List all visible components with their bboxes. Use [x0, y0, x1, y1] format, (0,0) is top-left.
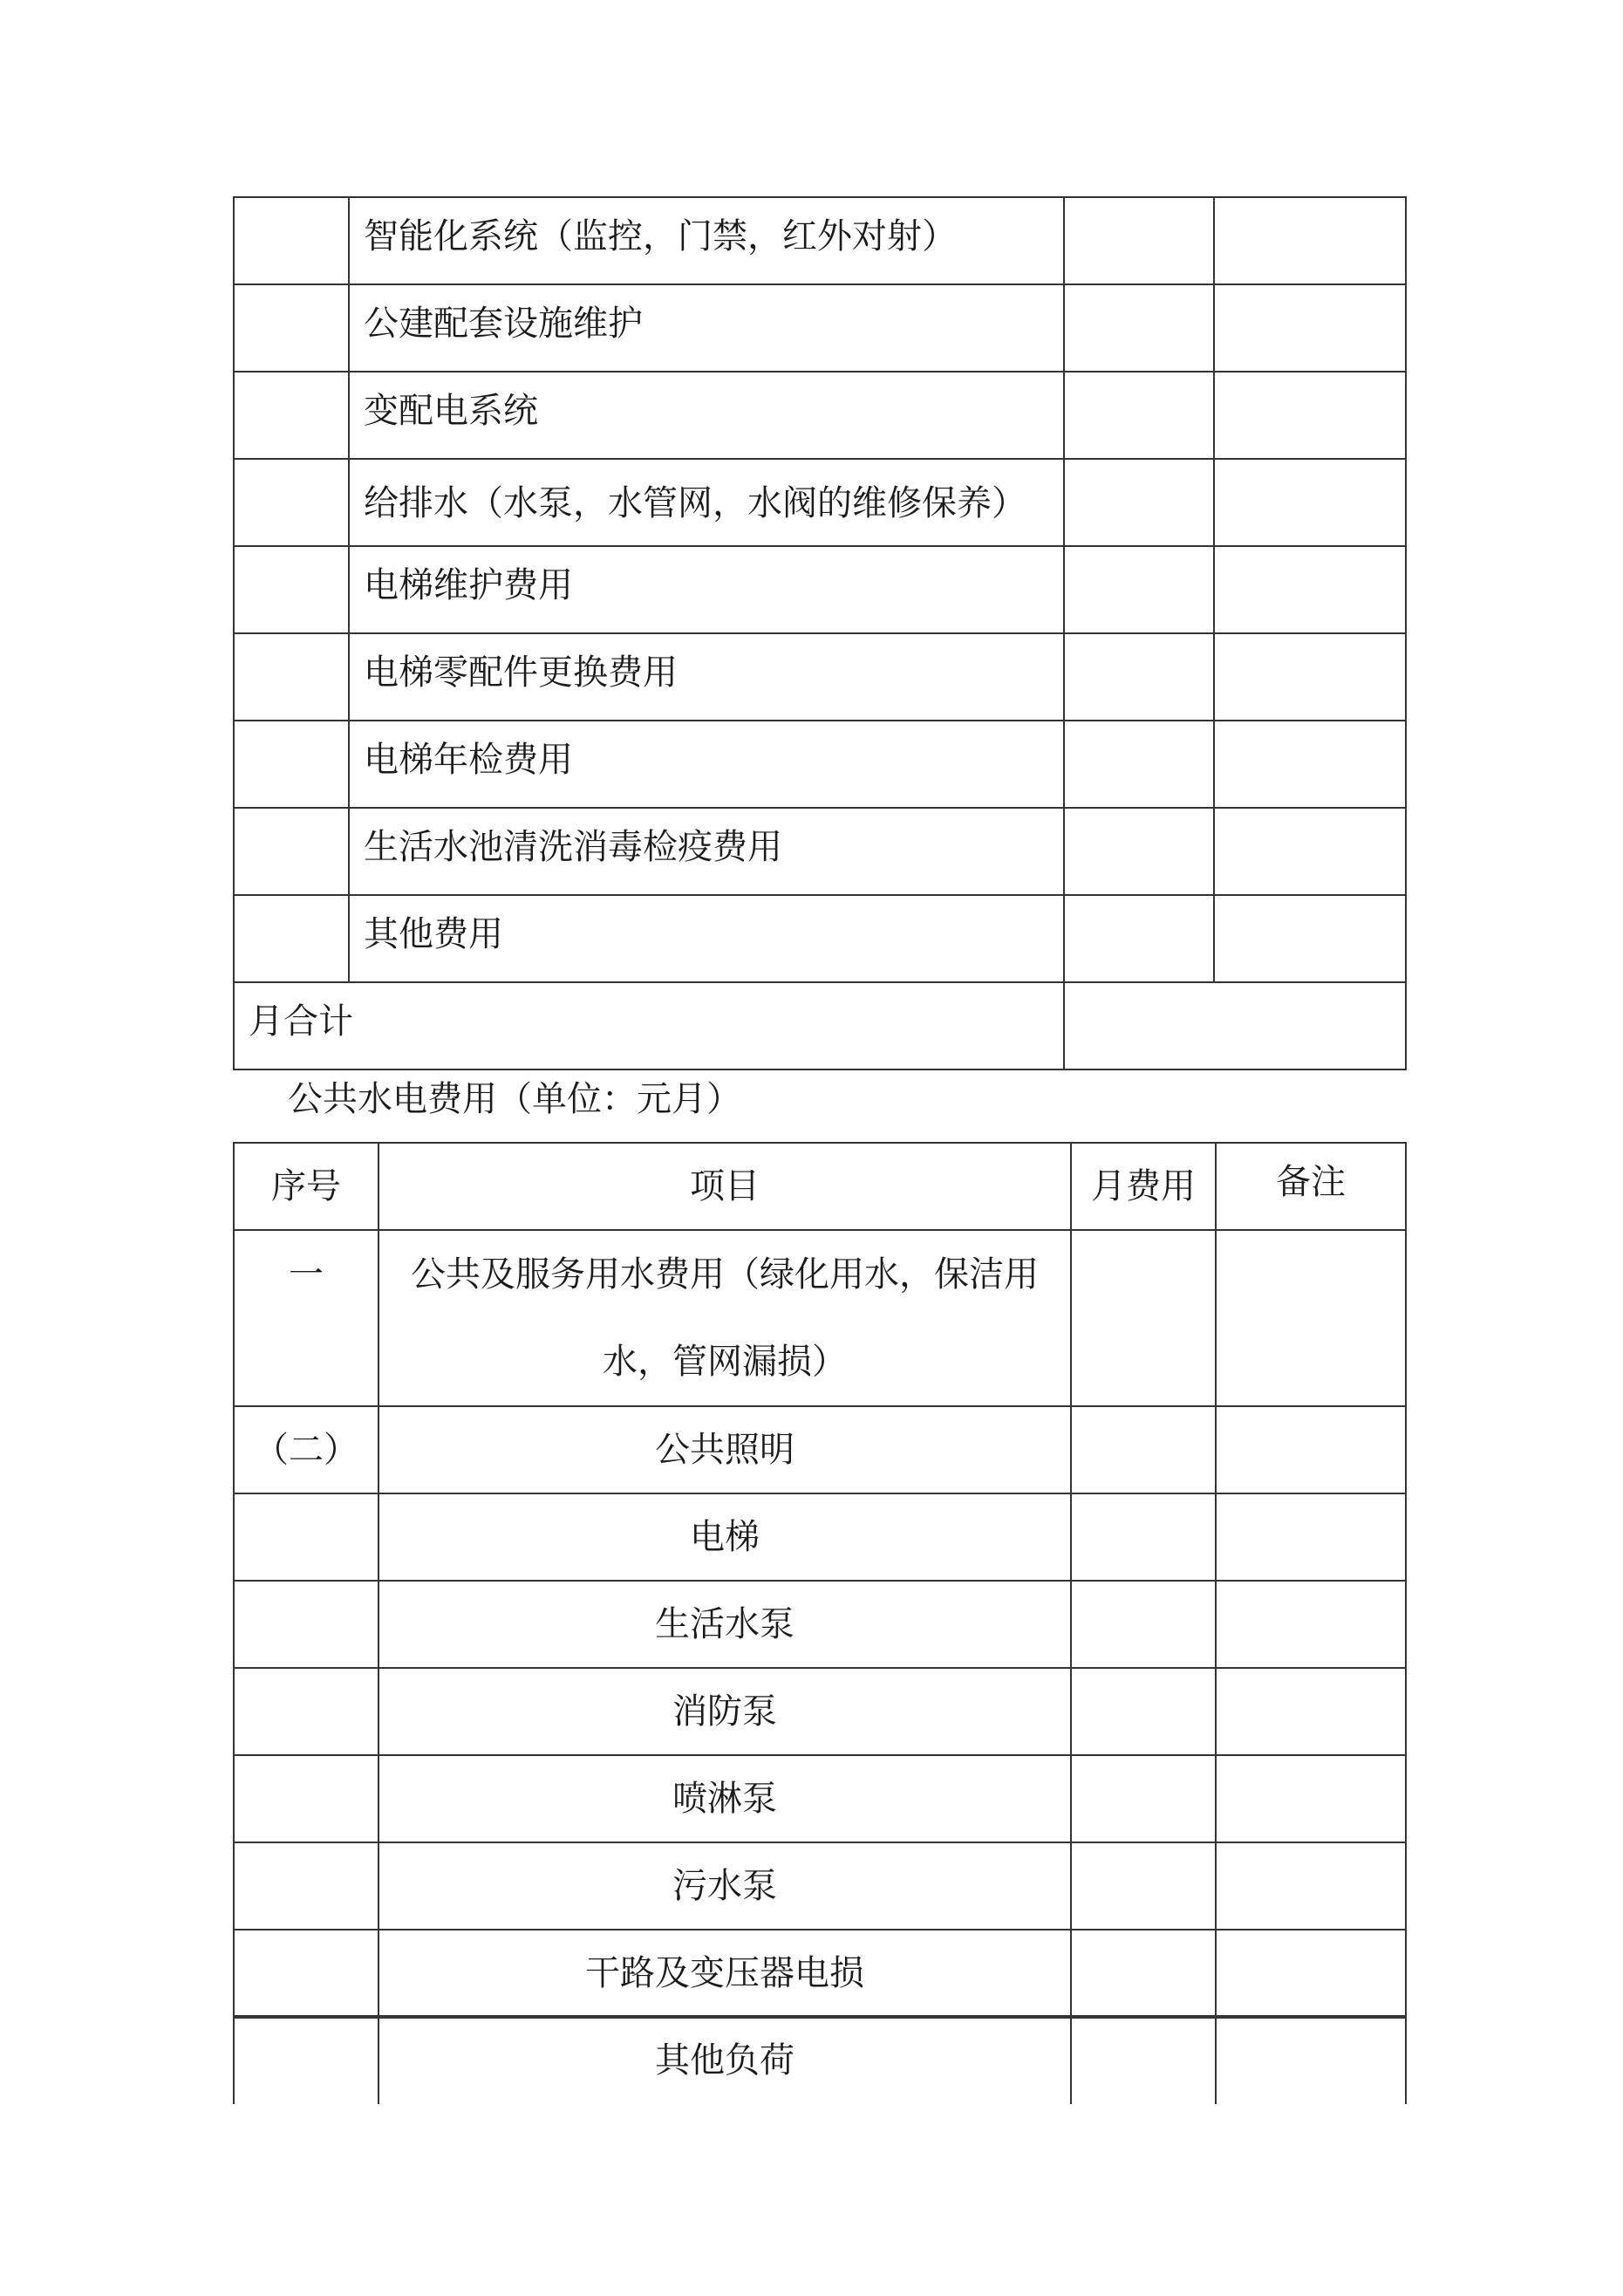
row-note — [1214, 808, 1406, 895]
row-fee — [1064, 721, 1214, 808]
row-item: 电梯维护费用 — [349, 546, 1064, 633]
row-index — [234, 1668, 378, 1755]
row-fee — [1064, 633, 1214, 721]
row-item: 公共及服务用水费用（绿化用水，保洁用水，管网漏损） — [378, 1230, 1071, 1406]
row-item: 消防泵 — [378, 1668, 1071, 1755]
row-fee — [1064, 895, 1214, 982]
row-item: 公共照明 — [378, 1406, 1071, 1493]
table-row — [234, 1930, 1406, 2017]
row-index — [234, 1930, 378, 2017]
table-row — [234, 459, 1406, 546]
section-heading: 公共水电费用（单位：元月） — [288, 1079, 741, 1119]
row-note — [1214, 721, 1406, 808]
row-item: 电梯 — [378, 1493, 1071, 1581]
table-row — [234, 1842, 1406, 1930]
row-fee — [1071, 1930, 1216, 2017]
row-index — [234, 808, 349, 895]
table-row — [234, 808, 1406, 895]
row-index — [234, 197, 349, 284]
row-note — [1216, 1230, 1406, 1406]
row-note — [1216, 1493, 1406, 1581]
row-index — [234, 721, 349, 808]
row-item-text: 给排水（水泵，水管网，水阀的维修保养） — [364, 483, 1026, 523]
row-note — [1216, 1581, 1406, 1668]
row-index — [234, 1493, 378, 1581]
table-row — [234, 546, 1406, 633]
header-item: 项目 — [378, 1143, 1071, 1230]
row-note — [1216, 1930, 1406, 2017]
table-row — [234, 284, 1406, 372]
row-note — [1216, 1755, 1406, 1842]
row-note — [1216, 1842, 1406, 1930]
row-fee — [1071, 1230, 1216, 1406]
row-note — [1214, 372, 1406, 459]
table-row — [234, 1493, 1406, 1581]
row-item: 电梯年检费用 — [349, 721, 1064, 808]
row-fee — [1071, 1493, 1216, 1581]
row-fee — [1071, 1842, 1216, 1930]
table-row — [234, 1230, 1406, 1406]
table-row — [234, 721, 1406, 808]
row-note — [1214, 459, 1406, 546]
row-fee — [1064, 546, 1214, 633]
header-note: 备注 — [1216, 1143, 1406, 1230]
row-fee — [1064, 808, 1214, 895]
row-note — [1214, 633, 1406, 721]
row-index — [234, 284, 349, 372]
row-index — [234, 895, 349, 982]
row-item: 其他负荷 — [378, 2017, 1071, 2104]
total-row — [234, 982, 1406, 1069]
row-fee — [1064, 197, 1214, 284]
row-index — [234, 1842, 378, 1930]
row-fee — [1071, 1755, 1216, 1842]
row-index — [234, 459, 349, 546]
row-item: 其他费用 — [349, 895, 1064, 982]
row-fee — [1071, 1406, 1216, 1493]
row-note — [1214, 895, 1406, 982]
row-fee — [1071, 2017, 1216, 2104]
row-fee — [1064, 284, 1214, 372]
row-note — [1216, 2017, 1406, 2104]
row-item: 变配电系统 — [349, 372, 1064, 459]
table-row — [234, 197, 1406, 284]
row-fee — [1071, 1581, 1216, 1668]
table-row — [234, 1668, 1406, 1755]
table-row — [234, 895, 1406, 982]
maintenance-cost-table — [233, 196, 1407, 1070]
table-row — [234, 1581, 1406, 1668]
row-index — [234, 633, 349, 721]
table-row — [234, 372, 1406, 459]
row-note — [1216, 1668, 1406, 1755]
table-row — [234, 2017, 1406, 2104]
row-item: 喷淋泵 — [378, 1755, 1071, 1842]
table-header-row — [234, 1143, 1406, 1230]
row-fee — [1064, 372, 1214, 459]
header-fee: 月费用 — [1071, 1143, 1216, 1230]
row-note — [1216, 1406, 1406, 1493]
table-row — [234, 1406, 1406, 1493]
row-item: 公建配套设施维护 — [349, 284, 1064, 372]
row-item: 污水泵 — [378, 1842, 1071, 1930]
row-item: 智能化系统（监控，门禁，红外对射） — [349, 197, 1064, 284]
row-index — [234, 1581, 378, 1668]
row-index: （二） — [234, 1406, 378, 1493]
row-item: 电梯零配件更换费用 — [349, 633, 1064, 721]
row-index: 一 — [234, 1230, 378, 1406]
utility-cost-table — [233, 1142, 1407, 2104]
row-index — [234, 546, 349, 633]
row-index — [234, 2017, 378, 2104]
row-item: 生活水泵 — [378, 1581, 1071, 1668]
row-note — [1214, 284, 1406, 372]
row-item — [349, 459, 1064, 546]
table-row — [234, 633, 1406, 721]
row-fee — [1064, 459, 1214, 546]
row-index — [234, 1755, 378, 1842]
row-index — [234, 372, 349, 459]
row-item: 干路及变压器电损 — [378, 1930, 1071, 2017]
row-note — [1214, 546, 1406, 633]
row-fee — [1071, 1668, 1216, 1755]
monthly-total-label: 月合计 — [234, 982, 1064, 1069]
row-item: 生活水池清洗消毒检疫费用 — [349, 808, 1064, 895]
row-note — [1214, 197, 1406, 284]
table-row — [234, 1755, 1406, 1842]
monthly-total-value — [1064, 982, 1406, 1069]
header-index: 序号 — [234, 1143, 378, 1230]
